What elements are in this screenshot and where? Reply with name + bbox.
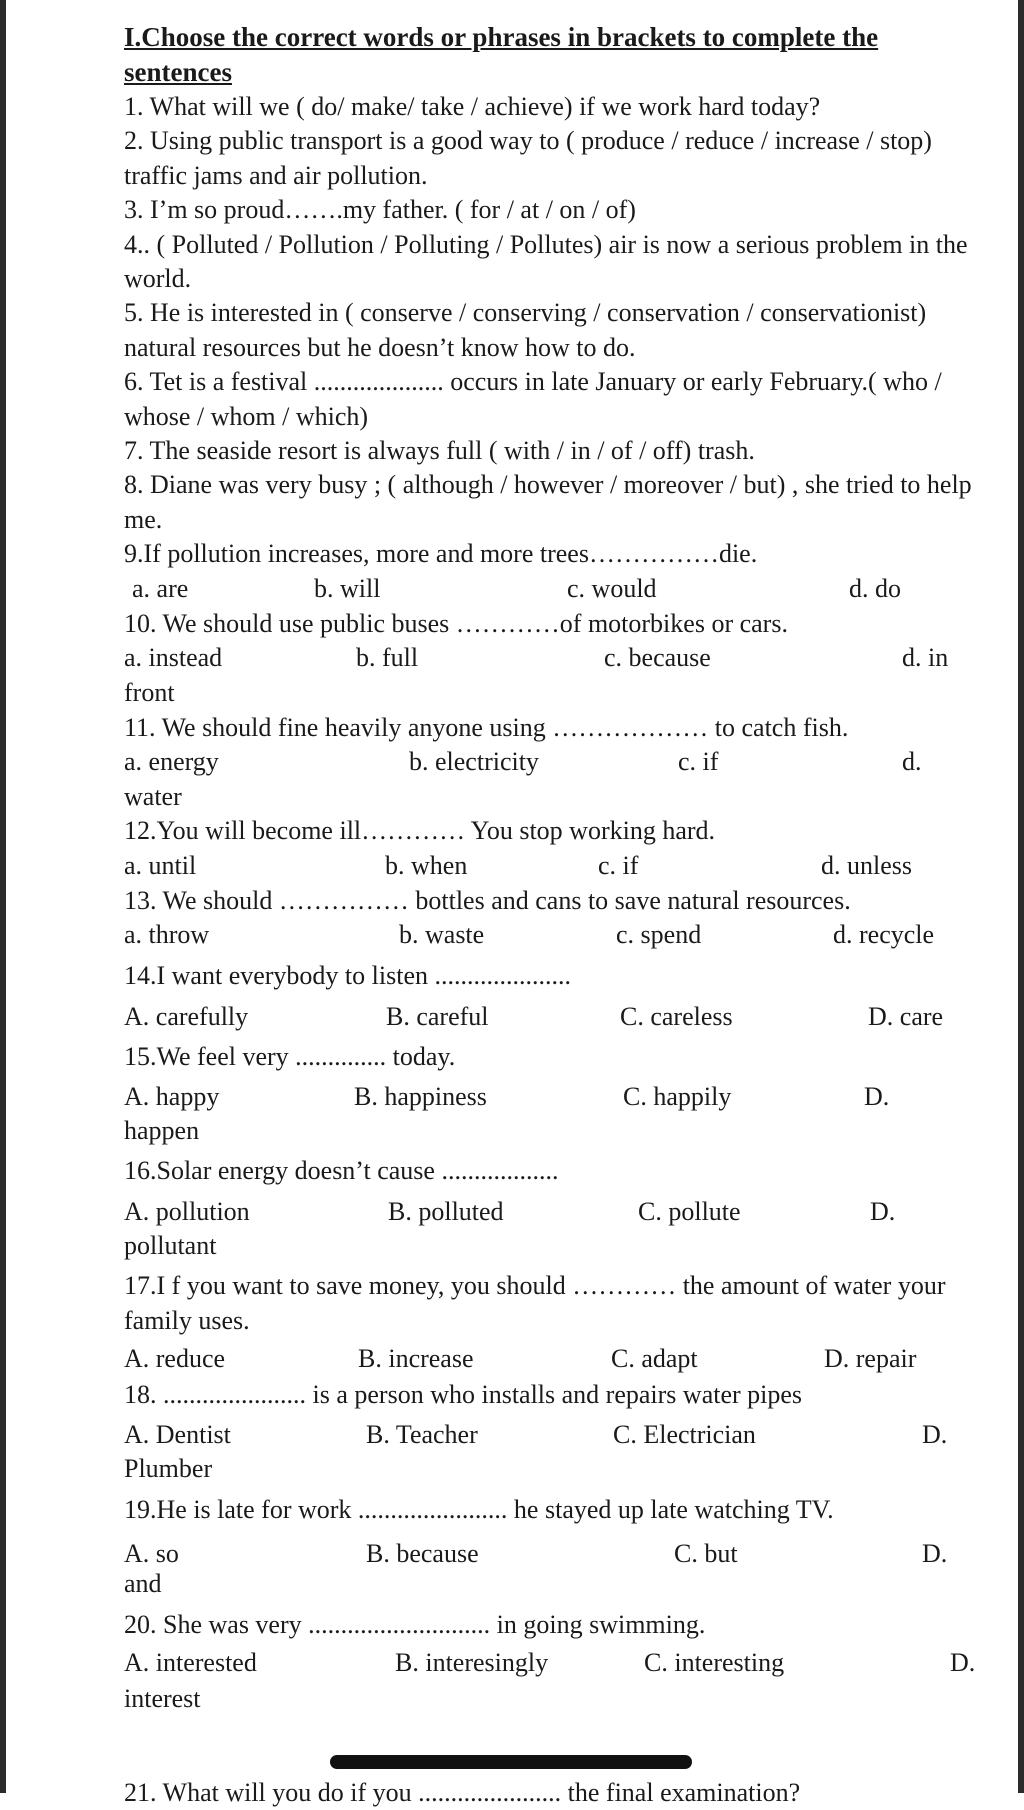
option-a: A. happy [124,1081,220,1111]
section-title: I.Choose the correct words or phrases in brackets to complete the sentences [124,22,879,87]
option-a: a. are [132,573,189,603]
option-b: B. Teacher [366,1420,478,1450]
question-8: 8. Diane was very busy ; ( although / however / moreover / but) , she tried to help me. [124,470,972,534]
option-c: c. if [678,746,719,776]
question-13-options [124,918,992,953]
question-21-partial: 21. What will you do if you ...................... the final examination? [124,1778,801,1807]
question-15-stem: 15.We feel very .............. today. [124,1041,456,1071]
option-b: B. because [366,1539,479,1569]
option-c: C. adapt [611,1343,698,1373]
option-d: D. [870,1196,896,1226]
option-d-continuation: water [124,781,182,811]
option-a: a. instead [124,643,223,673]
question-10-stem: 10. We should use public buses …………of motorbikes or cars. [124,608,788,638]
question-19-options [124,1527,992,1567]
option-b: B. polluted [388,1196,504,1226]
option-d-continuation: front [124,678,175,708]
worksheet [124,20,992,1716]
question-18-options [124,1412,992,1452]
option-c: C. happily [623,1081,732,1111]
question-1: 1. What will we ( do/ make/ take / achieve) if we work hard today? [124,92,821,121]
question-3: 3. I’m so proud…….my father. ( for / at / on / of) [124,195,636,225]
question-5: 5. He is interested in ( conserve / conserving / conservation / conservationist) natural resources but he doesn’t know how to do. [124,298,927,362]
question-11-stem: 11. We should fine heavily anyone using ……………… to catch fish. [124,712,849,742]
option-b: b. when [385,850,468,880]
option-c: c. because [604,643,711,673]
option-d: D. [922,1420,948,1450]
question-17-stem: 17.I f you want to save money, you should ………… the amount of water your family uses. [124,1271,946,1335]
option-d: d. do [849,573,901,603]
option-c: c. would [567,573,657,603]
option-c: c. spend [616,920,702,950]
question-12-stem: 12.You will become ill………… You stop working hard. [124,816,716,846]
option-a: a. until [124,850,197,880]
home-indicator-bar[interactable] [330,1755,692,1769]
option-c: C. but [674,1539,738,1569]
question-14-options [124,994,992,1034]
option-b: b. will [314,573,381,603]
question-18-stem: 18. ...................... is a person who installs and repairs water pipes [124,1379,803,1409]
option-a: A. so [124,1539,179,1569]
question-7: 7. The seaside resort is always full ( with / in / of / off) trash. [124,436,755,466]
option-a: A. carefully [124,1001,249,1031]
question-12-options [124,849,992,884]
question-20-options [124,1642,992,1682]
option-c: C. interesting [644,1648,785,1677]
right-frame-edge [1018,0,1024,1793]
option-b: b. waste [399,920,485,950]
option-a: A. interested [124,1648,257,1677]
question-20-stem: 20. She was very ............................ in going swimming. [124,1609,706,1639]
question-9-options [124,572,992,607]
option-a: A. Dentist [124,1420,231,1450]
question-17-options [124,1338,992,1378]
option-c: C. Electrician [613,1420,756,1450]
option-b: B. interesingly [395,1648,549,1677]
question-10-options [124,641,992,676]
question-15-options [124,1074,992,1114]
question-9-stem: 9.If pollution increases, more and more trees……………die. [124,539,758,569]
option-d: d. in [902,643,949,673]
option-a: A. pollution [124,1196,250,1226]
question-2: 2. Using public transport is a good way to ( produce / reduce / increase / stop) traffic jams and air pollution. [124,126,932,190]
question-16-options [124,1189,992,1229]
option-d: D. [864,1081,890,1111]
option-c: C. pollute [638,1196,741,1226]
option-d: D. repair [824,1343,917,1373]
question-4: 4.. ( Polluted / Pollution / Polluting / Pollutes) air is now a serious problem in the world. [124,229,968,294]
option-d: d. recycle [833,920,935,950]
option-c: c. if [598,850,639,880]
option-c: C. careless [620,1001,733,1031]
option-d: d. unless [821,850,912,880]
option-d: d. [902,746,922,776]
left-frame-edge [0,0,6,1793]
option-d-continuation: Plumber [124,1454,213,1484]
option-a: a. energy [124,746,219,776]
question-19-stem: 19.He is late for work ....................... he stayed up late watching TV. [124,1494,834,1524]
question-14-stem: 14.I want everybody to listen ..................... [124,961,571,991]
option-b: b. electricity [409,746,539,776]
option-d-continuation: happen [124,1115,200,1145]
option-d: D. [950,1648,976,1677]
option-d-continuation: and [124,1569,162,1599]
question-13-stem: 13. We should …………… bottles and cans to save natural resources. [124,885,851,915]
option-a: a. throw [124,920,210,950]
option-a: A. reduce [124,1343,226,1373]
option-b: B. careful [386,1001,489,1031]
option-b: B. increase [358,1343,474,1373]
question-11-options [124,745,992,780]
option-d: D. care [868,1001,944,1031]
option-d-continuation: pollutant [124,1230,217,1260]
option-d-continuation: interest [124,1684,201,1713]
option-b: b. full [356,643,419,673]
question-6: 6. Tet is a festival .................... occurs in late January or early February.( who / whose / whom / which) [124,367,942,431]
option-b: B. happiness [354,1081,487,1111]
option-d: D. [922,1539,948,1569]
question-16-stem: 16.Solar energy doesn’t cause .................. [124,1156,559,1186]
